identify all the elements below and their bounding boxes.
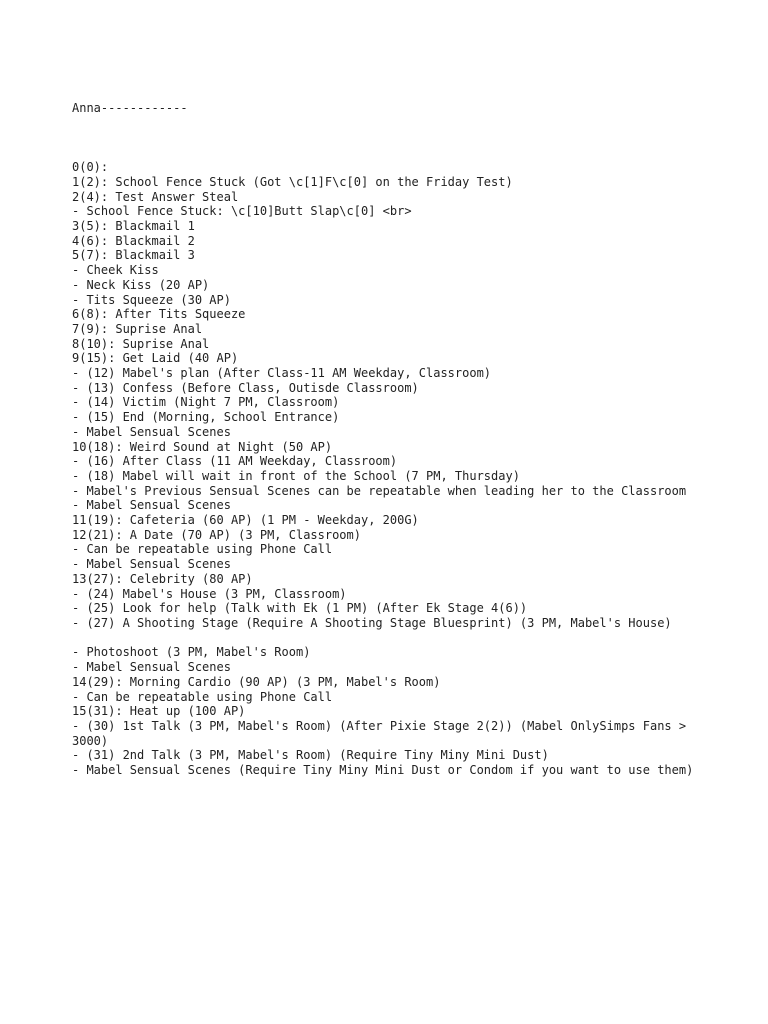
document-line: - Mabel's Previous Sensual Scenes can be repeatable when leading her to the Classroom (72, 483, 687, 498)
document-body (72, 72, 712, 807)
document-line: - (27) A Shooting Stage (Require A Shooting Stage Bluesprint) (3 PM, Mabel's House) (72, 616, 672, 630)
document-line: - Can be repeatable using Phone Call (72, 689, 333, 704)
document-line: - Mabel Sensual Scenes (72, 498, 231, 513)
document-line: 14(29): Morning Cardio (90 AP) (3 PM, Mabel's Room) (72, 674, 441, 689)
document-title: Anna------------ (72, 101, 188, 116)
document-line: - (14) Victim (Night 7 PM, Classroom) (72, 395, 340, 410)
document-line: - (18) Mabel will wait in front of the School (7 PM, Thursday) (72, 468, 520, 483)
document-line: 6(8): After Tits Squeeze (72, 307, 246, 322)
document-line: - Mabel Sensual Scenes (72, 424, 231, 439)
document-line: 1(2): School Fence Stuck (Got \c[1]F\c[0] on the Friday Test) (72, 174, 513, 189)
document-line: - Mabel Sensual Scenes (72, 660, 231, 675)
document-line: 7(9): Suprise Anal (72, 321, 203, 336)
document-line: - Tits Squeeze (30 AP) (72, 292, 231, 307)
document-line: - Photoshoot (3 PM, Mabel's Room) (72, 645, 311, 660)
document-line: - (31) 2nd Talk (3 PM, Mabel's Room) (Require Tiny Miny Mini Dust) (72, 748, 549, 763)
document-lines (72, 146, 712, 778)
document-line: 5(7): Blackmail 3 (72, 248, 195, 263)
document-line (72, 631, 712, 646)
document-line: - (13) Confess (Before Class, Outisde Classroom) (72, 380, 419, 395)
document-line: 4(6): Blackmail 2 (72, 233, 195, 248)
document-line: 12(21): A Date (70 AP) (3 PM, Classroom) (72, 527, 361, 542)
document-line: - Mabel Sensual Scenes (72, 557, 231, 572)
document-line: - (16) After Class (11 AM Weekday, Classroom) (72, 454, 398, 469)
document-line: 2(4): Test Answer Steal (72, 189, 239, 204)
document-line: - (15) End (Morning, School Entrance) (72, 410, 340, 425)
document-line: - Can be repeatable using Phone Call (72, 542, 333, 557)
document-line: 10(18): Weird Sound at Night (50 AP) (72, 439, 333, 454)
document-line: 13(27): Celebrity (80 AP) (72, 571, 253, 586)
document-line: 3(5): Blackmail 1 (72, 219, 195, 234)
document-line: 15(31): Heat up (100 AP) (72, 704, 246, 719)
document-line: - (25) Look for help (Talk with Ek (1 PM) (After Ek Stage 4(6)) (72, 601, 528, 616)
document-line: - (24) Mabel's House (3 PM, Classroom) (72, 586, 347, 601)
document-line: 11(19): Cafeteria (60 AP) (1 PM - Weekday, 200G) (72, 513, 419, 528)
document-line: - Cheek Kiss (72, 263, 159, 278)
document-line: - Mabel Sensual Scenes (Require Tiny Miny Mini Dust or Condom if you want to use them) (72, 763, 694, 778)
document-line: 9(15): Get Laid (40 AP) (72, 351, 239, 366)
document-line: 8(10): Suprise Anal (72, 336, 210, 351)
document-line (72, 146, 712, 161)
document-line: - School Fence Stuck: \c[10]Butt Slap\c[0] <br> (72, 204, 412, 219)
document-line: - (30) 1st Talk (3 PM, Mabel's Room) (After Pixie Stage 2(2)) (Mabel OnlySimps Fans > 3000) (72, 718, 694, 748)
document-line: - (12) Mabel's plan (After Class-11 AM Weekday, Classroom) (72, 366, 492, 381)
document-line: - Neck Kiss (20 AP) (72, 277, 210, 292)
document-line: 0(0): (72, 160, 109, 175)
